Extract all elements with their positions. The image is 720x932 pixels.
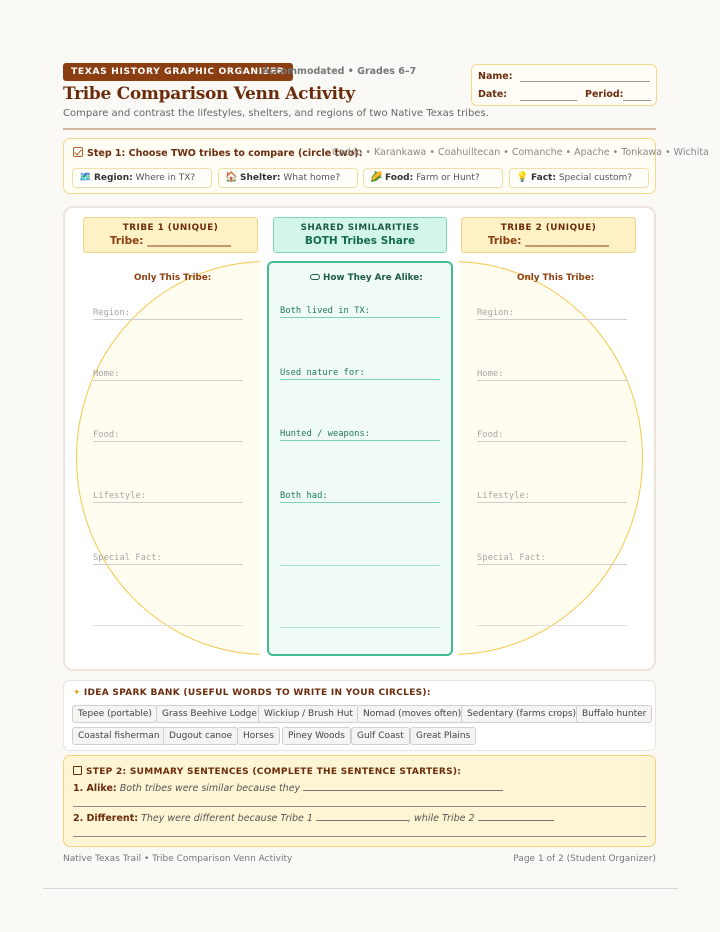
tribe1-lifestyle-field[interactable]: Lifestyle:	[93, 490, 243, 503]
word-chip: Coastal fisherman	[72, 727, 166, 745]
shared-had-field[interactable]: Both had:	[280, 490, 440, 503]
hint-label: Fact:	[531, 173, 556, 183]
word-bank-title-text: IDEA SPARK BANK (USEFUL WORDS TO WRITE IN YOUR CIRCLES):	[83, 688, 431, 698]
tribe2-region-field[interactable]: Region:	[477, 307, 627, 320]
word-chip: Buffalo hunter	[576, 705, 652, 723]
step2-panel	[63, 755, 656, 847]
word-chip: Gulf Coast	[351, 727, 410, 745]
name-label: Name:	[478, 71, 513, 82]
tribe2-lifestyle-field[interactable]: Lifestyle:	[477, 490, 627, 503]
student-info-box	[471, 64, 657, 106]
word-chip: Sedentary (farms crops)	[461, 705, 582, 723]
tribe1-region-field[interactable]: Region:	[93, 307, 243, 320]
header-divider	[63, 128, 656, 130]
word-chip: Wickiup / Brush Hut	[258, 705, 359, 723]
tribe-choices[interactable]: Caddo • Karankawa • Coahuiltecan • Comanche • Apache • Tonkawa • Wichita	[332, 147, 709, 158]
word-chip: Nomad (moves often)	[357, 705, 467, 723]
tribe2-header	[461, 217, 636, 253]
word-chip: Grass Beehive Lodge	[156, 705, 263, 723]
shared-column-label-text: How They Are Alike:	[323, 273, 423, 283]
sentence-different	[73, 813, 554, 824]
hint-text: Special custom?	[558, 173, 633, 183]
footer-title: Native Texas Trail • Tribe Comparison Venn Activity	[63, 854, 293, 864]
subject-badge: TEXAS HISTORY GRAPHIC ORGANIZER	[63, 63, 293, 81]
house-icon: 🏠	[225, 172, 238, 183]
step1-title	[73, 147, 363, 159]
hint-fact	[509, 168, 649, 188]
word-bank-title	[73, 688, 431, 698]
name-field[interactable]	[520, 81, 650, 82]
corn-icon: 🌽	[370, 172, 383, 183]
different-continuation-line[interactable]	[73, 836, 646, 837]
hint-text: What home?	[283, 173, 341, 183]
page-subtitle: Compare and contrast the lifestyles, shelters, and regions of two Native Texas tribes.	[63, 108, 489, 119]
date-field[interactable]	[520, 100, 577, 101]
edit-icon	[73, 766, 82, 775]
link-icon	[310, 274, 320, 280]
tribe1-header	[83, 217, 258, 253]
step2-title	[73, 766, 461, 777]
alike-continuation-line[interactable]	[73, 806, 646, 807]
idea-spark-bank	[63, 680, 656, 751]
tribe1-extra-field[interactable]	[93, 613, 243, 626]
shared-extra-field-1[interactable]	[280, 553, 440, 566]
tribe2-extra-field[interactable]	[477, 613, 627, 626]
word-chip: Dugout canoe	[163, 727, 238, 745]
hint-region	[72, 168, 212, 188]
page-title: Tribe Comparison Venn Activity	[63, 84, 355, 104]
tribe1-difference-blank[interactable]	[316, 820, 408, 821]
tribe1-fact-field[interactable]: Special Fact:	[93, 552, 243, 565]
different-starter: They were different because Tribe 1	[141, 813, 313, 824]
tribe1-heading: TRIBE 1 (UNIQUE)	[122, 223, 219, 233]
sparkle-icon: ✦	[73, 688, 81, 698]
tribe1-name-line[interactable]: Tribe: ________________	[109, 235, 232, 247]
alike-label: 1. Alike:	[73, 783, 117, 794]
page-bottom-divider	[43, 888, 678, 889]
shared-column-label	[310, 273, 423, 283]
period-field[interactable]	[623, 100, 651, 101]
checkbox-icon	[73, 147, 83, 157]
shared-extra-field-2[interactable]	[280, 615, 440, 628]
shared-header	[273, 217, 447, 253]
date-label: Date:	[478, 89, 508, 100]
tribe1-column-label: Only This Tribe:	[134, 273, 212, 283]
tribe2-column-label: Only This Tribe:	[517, 273, 595, 283]
shared-overlap-box	[267, 261, 453, 656]
period-label: Period:	[585, 89, 624, 100]
tribe2-food-field[interactable]: Food:	[477, 429, 627, 442]
shared-nature-field[interactable]: Used nature for:	[280, 367, 440, 380]
alike-starter: Both tribes were similar because they	[119, 783, 301, 794]
tribe1-home-field[interactable]: Home:	[93, 368, 243, 381]
sentence-alike	[73, 783, 503, 794]
hint-shelter	[218, 168, 358, 188]
lightbulb-icon: 💡	[516, 172, 529, 183]
hint-label: Shelter:	[240, 173, 281, 183]
word-chip: Great Plains	[410, 727, 476, 745]
shared-heading: SHARED SIMILARITIES	[300, 223, 420, 233]
footer-page-number: Page 1 of 2 (Student Organizer)	[513, 854, 656, 864]
step2-title-text: STEP 2: SUMMARY SENTENCES (COMPLETE THE SENTENCE STARTERS):	[86, 767, 462, 777]
tribe2-difference-blank[interactable]	[478, 820, 554, 821]
word-chip: Tepee (portable)	[72, 705, 158, 723]
hint-label: Region:	[94, 173, 133, 183]
shared-lived-field[interactable]: Both lived in TX:	[280, 305, 440, 318]
word-chip: Horses	[237, 727, 280, 745]
different-while: , while Tribe 2	[408, 813, 475, 824]
tribe2-name-line[interactable]: Tribe: ________________	[487, 235, 610, 247]
different-label: 2. Different:	[73, 813, 139, 824]
shared-hunted-field[interactable]: Hunted / weapons:	[280, 428, 440, 441]
hint-text: Farm or Hunt?	[416, 173, 480, 183]
tribe2-home-field[interactable]: Home:	[477, 368, 627, 381]
grade-level: Accommodated • Grades 6–7	[262, 66, 417, 77]
hint-food	[363, 168, 503, 188]
alike-blank[interactable]	[303, 790, 503, 791]
map-icon: 🗺️	[79, 172, 92, 183]
word-chip: Piney Woods	[282, 727, 351, 745]
tribe2-fact-field[interactable]: Special Fact:	[477, 552, 627, 565]
tribe2-heading: TRIBE 2 (UNIQUE)	[500, 223, 597, 233]
shared-subheading: BOTH Tribes Share	[304, 235, 416, 247]
step1-panel	[63, 138, 709, 194]
hint-label: Food:	[385, 173, 414, 183]
tribe1-food-field[interactable]: Food:	[93, 429, 243, 442]
step1-title-text: Step 1: Choose TWO tribes to compare (circle two):	[87, 148, 363, 159]
hint-text: Where in TX?	[135, 173, 196, 183]
